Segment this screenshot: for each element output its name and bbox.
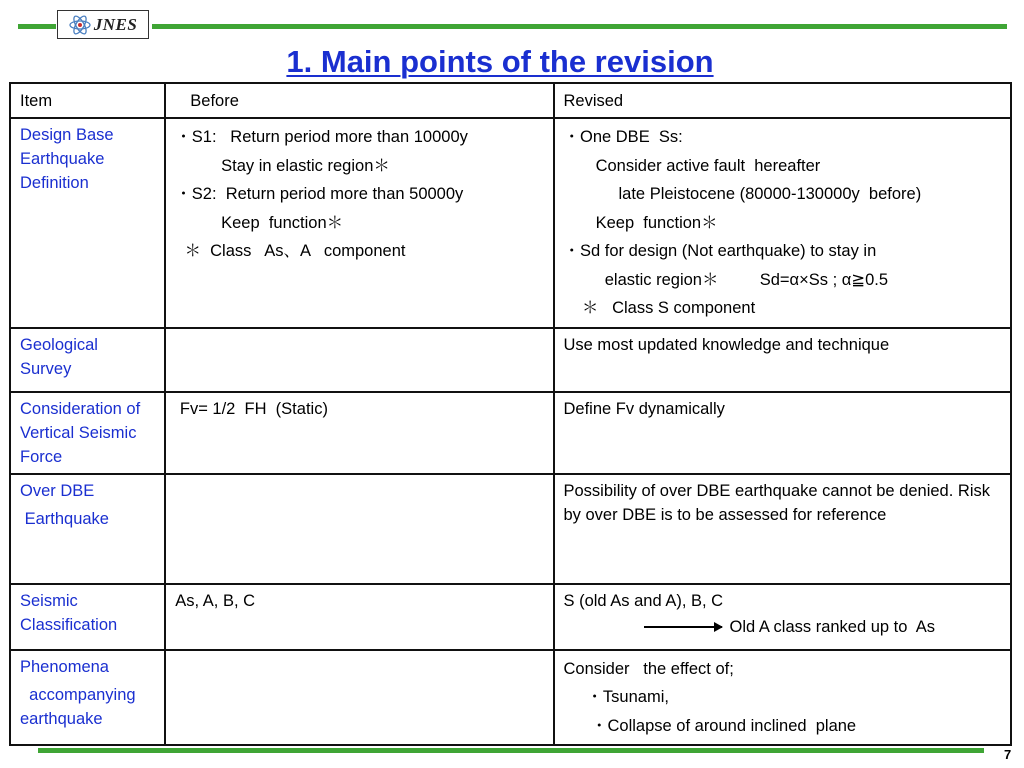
before-cell [165,474,553,584]
before-text: As, A, B, C [175,591,256,610]
item-line: Survey [20,359,72,378]
item-cell [10,118,165,328]
before-cell [165,584,553,650]
before-cell [165,392,553,474]
revised-cell [554,392,1012,474]
table-row [10,584,1011,650]
jnes-logo [57,10,149,39]
before-line: ・S1: Return period more than 10000y [175,128,468,146]
item-cell [10,584,165,650]
atom-logo-icon [69,15,91,35]
page-number: 7 [1004,747,1012,762]
item-cell [10,328,165,392]
item-line: Geological [20,335,98,354]
item-cell [10,392,165,474]
footer-rule [38,748,984,753]
item-line: Classification [20,615,118,634]
revised-line: ・Sd for design (Not earthquake) to stay in [563,242,877,260]
header-revised: Revised [554,83,1012,118]
revised-line: Consider the effect of; [563,659,734,678]
before-cell [165,650,553,746]
revised-line: Consider active fault hereafter [563,156,821,175]
revised-text: Define Fv dynamically [563,399,725,418]
item-line: earthquake [20,709,103,728]
before-cell [165,118,553,328]
table-row [10,118,1011,328]
revised-line: ・Tsunami, [563,688,669,706]
table-row [10,650,1011,746]
revised-cell [554,328,1012,392]
item-line: Consideration of [20,399,141,418]
revised-text: S (old As and A), B, C [563,591,724,610]
ranked-up-note [564,613,1003,641]
table-row [10,392,1011,474]
before-text: Fv= 1/2 FH (Static) [175,399,328,418]
item-line: Definition [20,174,89,192]
header-rule-left [18,24,56,29]
revision-table [9,82,1012,746]
item-line: Seismic [20,591,78,610]
header-before [165,83,553,118]
before-line: ＊ Class As、A component [175,242,406,260]
before-line: Stay in elastic region＊ [175,156,390,175]
header-before-label: Before [190,92,239,110]
logo-text: JNES [93,14,138,34]
right-arrow-icon [644,626,722,628]
revised-cell [554,118,1012,328]
item-line: Design Base [20,126,114,144]
revised-cell [554,650,1012,746]
table-header-row [10,83,1011,118]
item-cell [10,650,165,746]
revised-line: Keep function＊ [563,213,718,232]
item-line: Earthquake [20,150,105,168]
before-cell [165,328,553,392]
revised-line: elastic region＊ Sd=α×Ss ; α≧0.5 [563,270,889,289]
before-line: Keep function＊ [175,213,344,232]
revised-text: Possibility of over DBE earthquake cannot be denied. Risk by over DBE is to be assessed for reference [563,481,990,524]
header-rule-right [152,24,1007,29]
item-line: Over DBE [20,481,95,500]
revised-cell [554,584,1012,650]
revised-line: ・One DBE Ss: [563,128,683,146]
item-line: Force [20,447,63,466]
table-row [10,328,1011,392]
revised-text: Use most updated knowledge and technique [563,335,890,354]
item-line: accompanying [20,685,136,704]
item-cell [10,474,165,584]
revised-line: late Pleistocene (80000-130000y before) [563,185,922,203]
revised-line: ＊ Class S component [563,299,756,317]
item-line: Phenomena [20,657,109,676]
revised-line: ・Collapse of around inclined plane [563,716,857,735]
item-line: Earthquake [20,509,109,528]
revised-cell [554,474,1012,584]
before-line: ・S2: Return period more than 50000y [175,185,464,203]
table-row [10,474,1011,584]
header-item: Item [10,83,165,118]
item-line: Vertical Seismic [20,423,137,442]
arrow-text: Old A class ranked up to As [729,617,935,636]
page-title: 1. Main points of the revision [286,44,714,79]
